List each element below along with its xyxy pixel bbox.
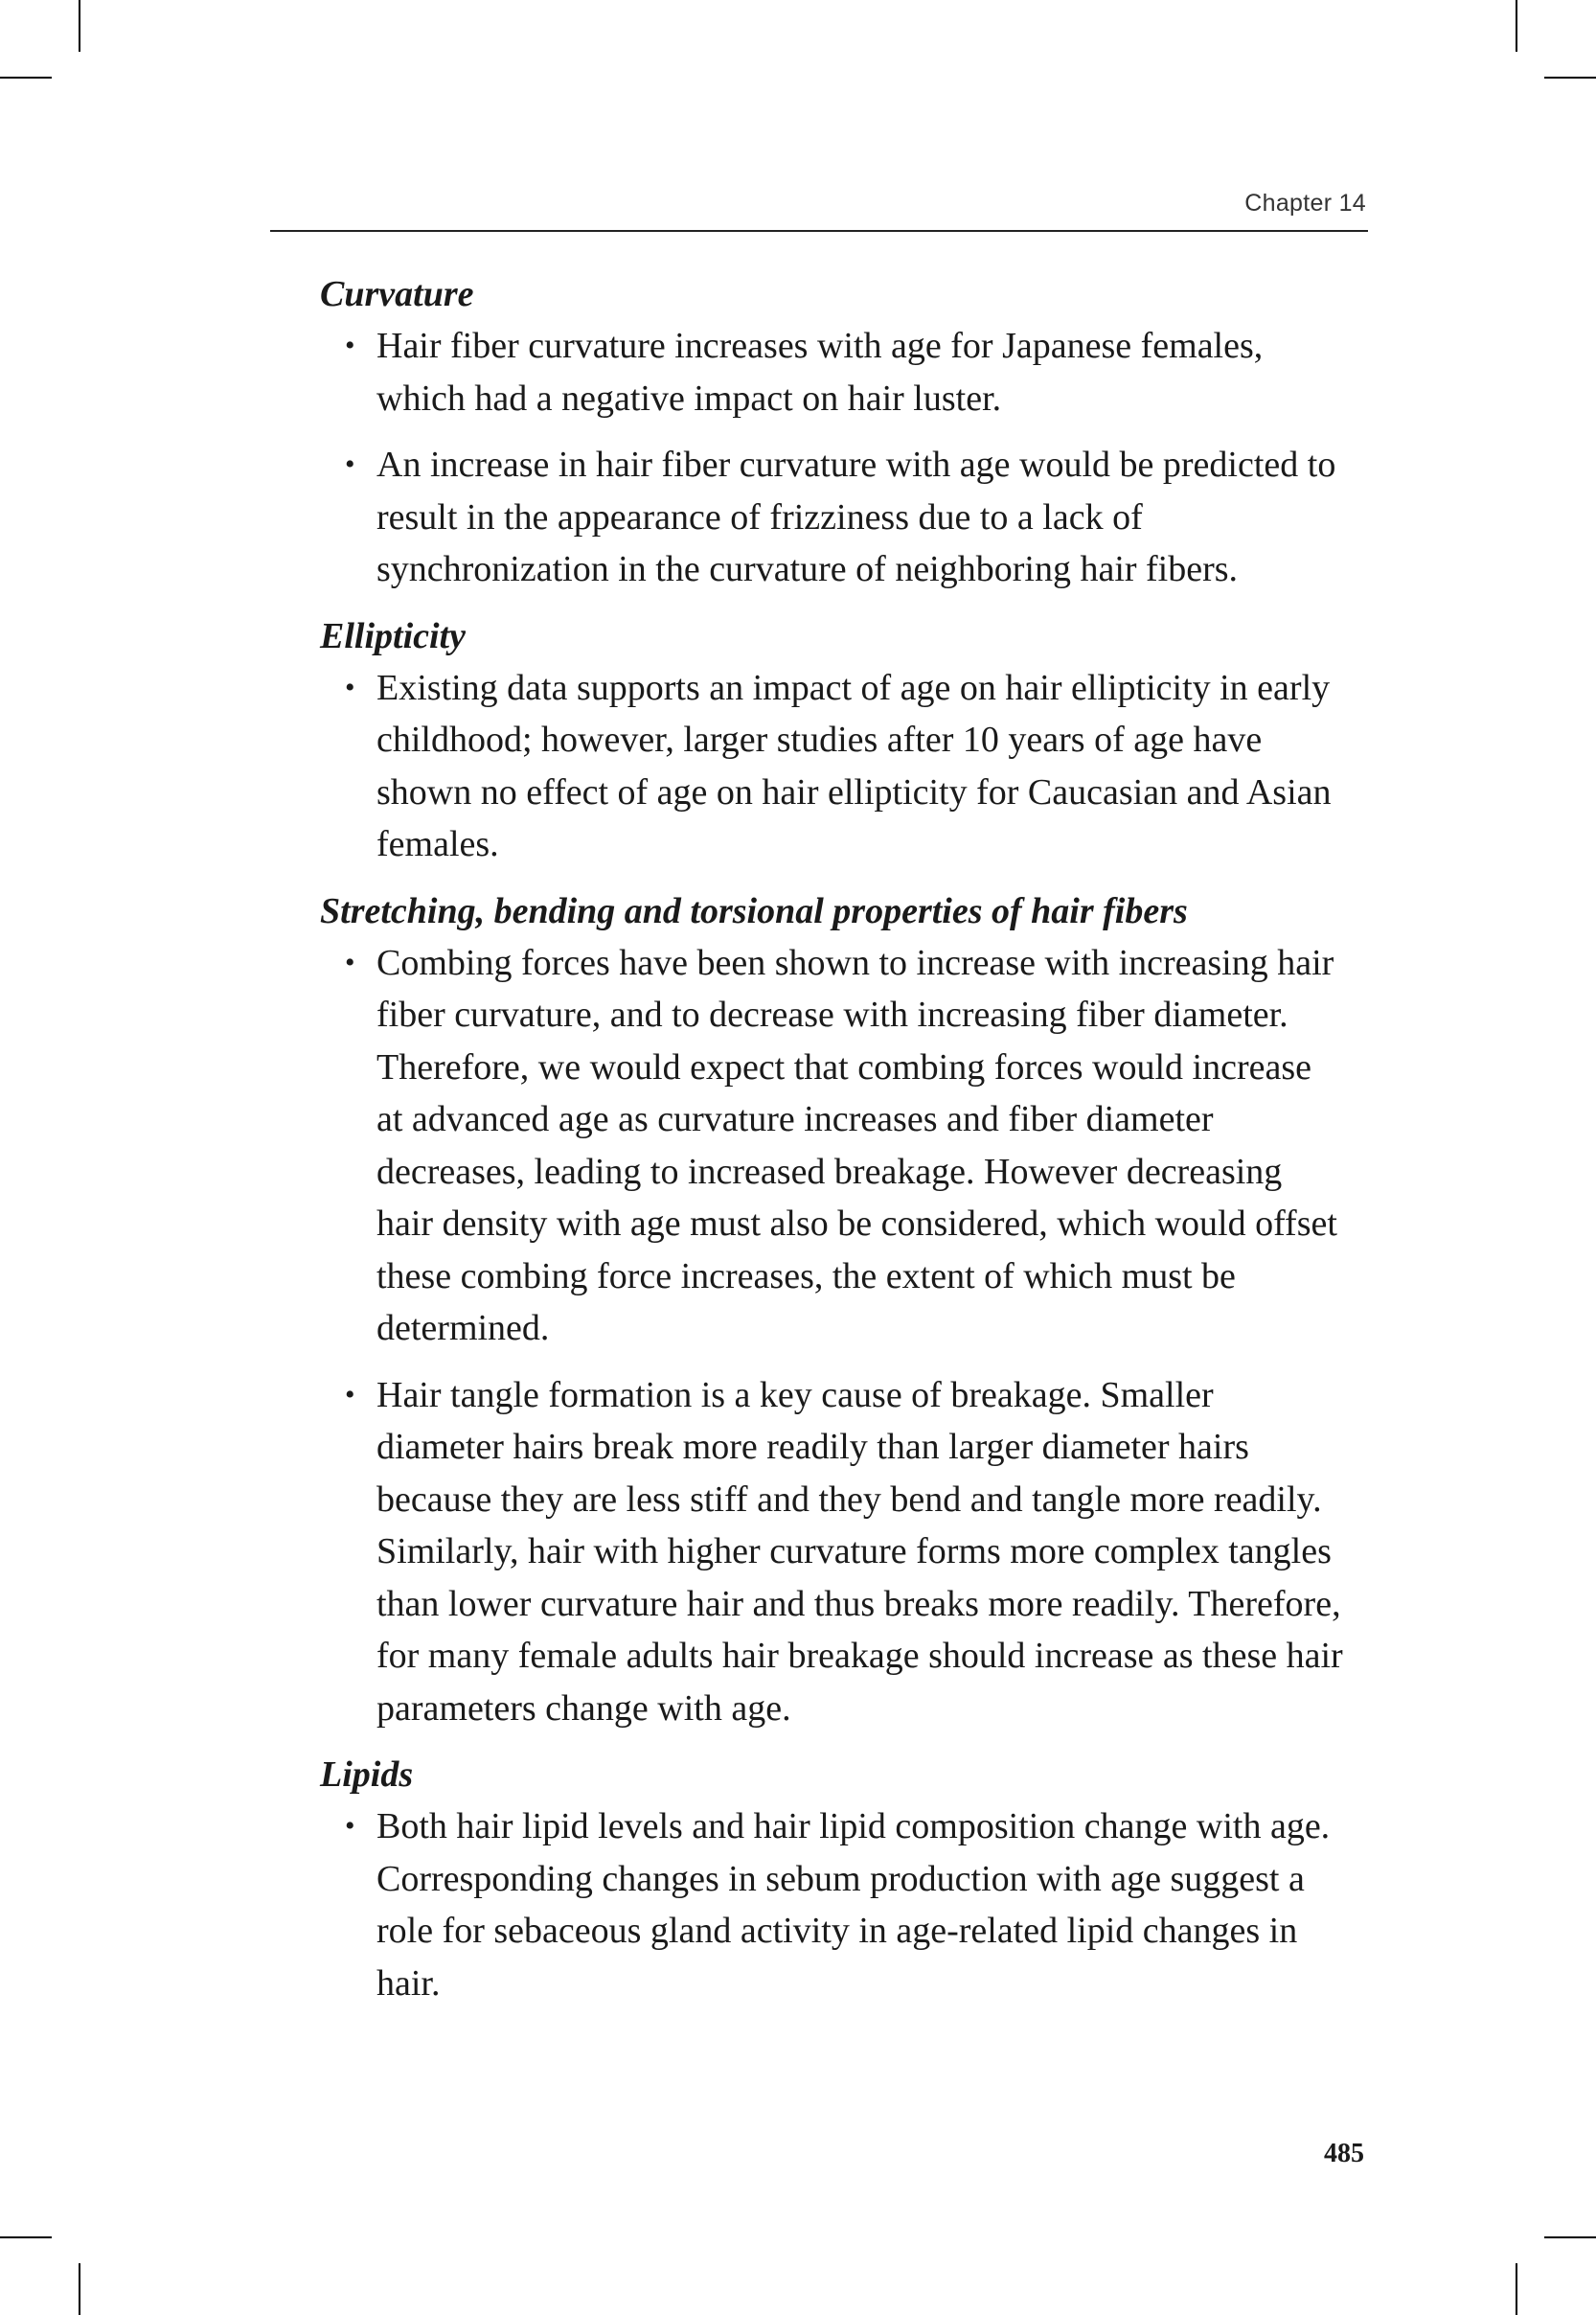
bullet-icon: • xyxy=(345,448,355,480)
list-item-text: Hair fiber curvature increases with age for Japanese females, which had a negative impact on hair luster. xyxy=(376,326,1264,419)
page-body xyxy=(320,268,1374,2024)
crop-mark-top-right-v xyxy=(1516,0,1517,52)
list-item-text: Both hair lipid levels and hair lipid composition change with age. Corresponding changes in sebum production with age suggest a role for sebaceous gland activity in age-related lipid changes in hair. xyxy=(376,1806,1331,2004)
list-item-text: Existing data supports an impact of age on hair ellipticity in early childhood; however, larger studies after 10 years of age have shown no effect of age on hair ellipticity for Caucasian and Asian females. xyxy=(376,667,1332,864)
bullet-list-lipids xyxy=(320,1800,1374,2009)
list-item xyxy=(320,1369,1344,1735)
crop-mark-top-left-v xyxy=(79,0,80,52)
bullet-icon: • xyxy=(345,1378,355,1410)
section-title-mechanical-properties: Stretching, bending and torsional properties of hair fibers xyxy=(320,890,1188,931)
bullet-icon: • xyxy=(345,1810,355,1842)
bullet-icon: • xyxy=(345,330,355,361)
bullet-list-ellipticity xyxy=(320,662,1374,871)
crop-mark-bottom-right-v xyxy=(1516,2263,1517,2315)
crop-mark-bottom-left-v xyxy=(79,2263,80,2315)
section-title-curvature: Curvature xyxy=(320,274,474,314)
running-head: Chapter 14 xyxy=(1244,190,1366,217)
bullet-list-mechanical-properties xyxy=(320,937,1374,1735)
crop-mark-top-left-h xyxy=(0,77,52,79)
list-item xyxy=(320,320,1344,424)
list-item-text: Hair tangle formation is a key cause of breakage. Smaller diameter hairs break more readily than larger diameter hairs because they are less stiff and they bend and tangle more readily. Similarly, hair with higher curvature forms more complex tangles than lower curvature hair and thus breaks more readily. Therefore, for many female adults hair breakage should increase as these hair parameters change with age. xyxy=(376,1374,1343,1729)
bullet-icon: • xyxy=(345,946,355,978)
bullet-list-curvature xyxy=(320,320,1374,596)
list-item xyxy=(320,1800,1344,2009)
list-item xyxy=(320,439,1344,596)
crop-mark-bottom-left-h xyxy=(0,2236,52,2238)
bullet-icon: • xyxy=(345,671,355,703)
list-item-text: An increase in hair fiber curvature with age would be predicted to result in the appearance of frizziness due to a lack of synchronization in the curvature of neighboring hair fibers. xyxy=(376,445,1336,589)
crop-mark-bottom-right-h xyxy=(1544,2236,1596,2238)
crop-mark-top-right-h xyxy=(1544,77,1596,79)
section-title-lipids: Lipids xyxy=(320,1754,414,1795)
list-item xyxy=(320,662,1344,871)
header-rule xyxy=(270,230,1368,232)
list-item xyxy=(320,937,1344,1355)
section-title-ellipticity: Ellipticity xyxy=(320,615,466,656)
list-item-text: Combing forces have been shown to increase with increasing hair fiber curvature, and to decrease with increasing fiber diameter. Therefore, we would expect that combing forces would increase at advanced age as curvature increases and fiber diameter decreases, leading to increased breakage. However decreasing hair density with age must also be considered, which would offset these combing force increases, the extent of which must be determined. xyxy=(376,942,1337,1348)
page-number: 485 xyxy=(1324,2139,1364,2168)
